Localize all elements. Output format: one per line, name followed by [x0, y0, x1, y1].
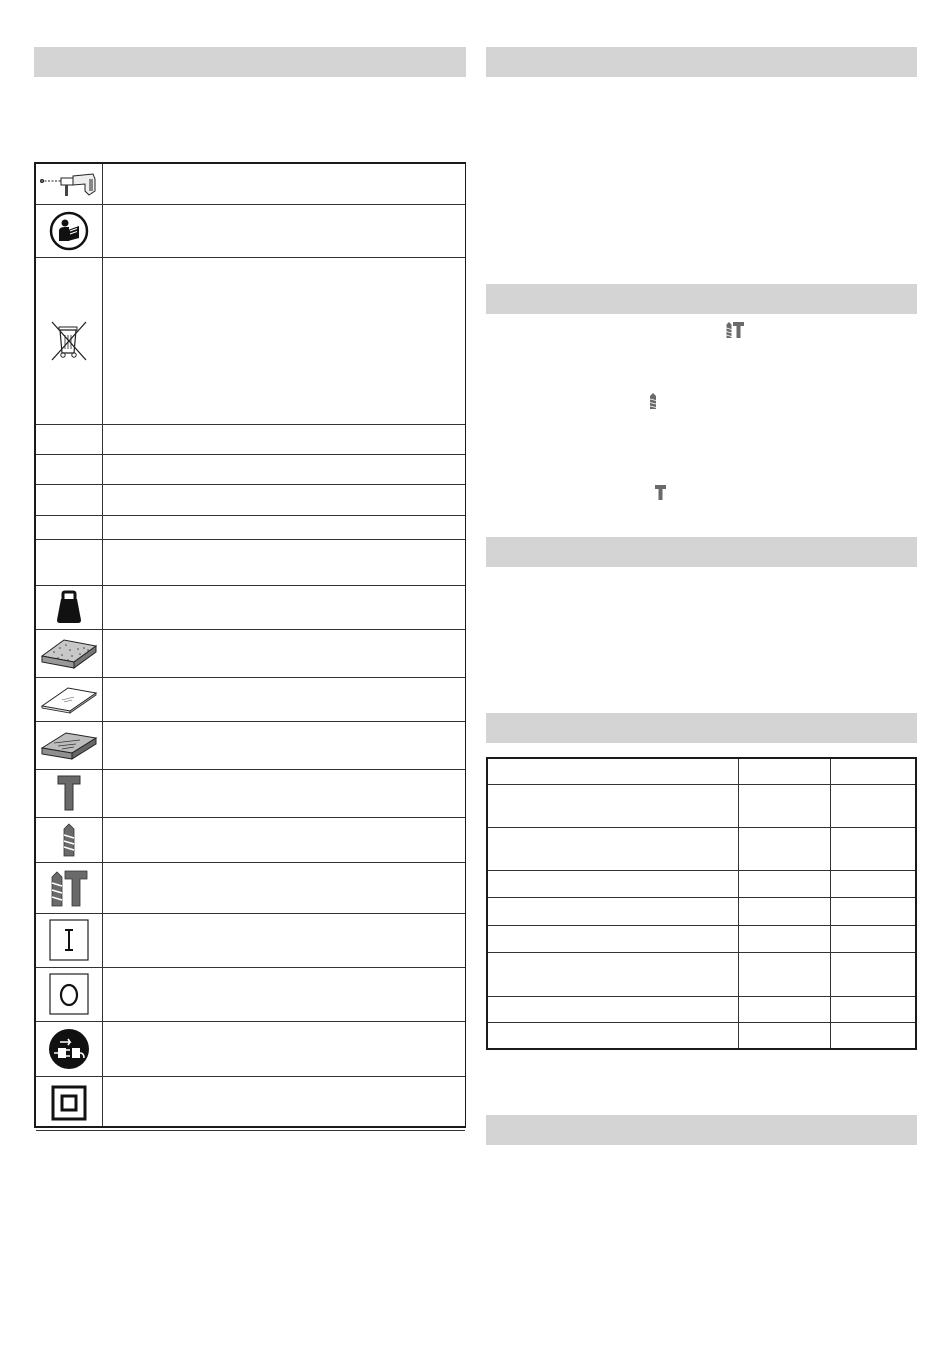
class-ii-double-insulation-icon: [36, 1076, 102, 1130]
table-row: [488, 827, 915, 871]
symbol-desc: [110, 913, 459, 967]
wood-board-icon: [36, 677, 102, 721]
right-section-header-3: [486, 537, 917, 567]
symbol-row: [36, 204, 465, 258]
switch-on-icon: [36, 913, 102, 967]
symbol-row: [36, 629, 465, 678]
table-row: [488, 1022, 915, 1048]
symbol-desc: [110, 484, 459, 515]
symbol-desc: [110, 967, 459, 1021]
drill-mode-icon: [36, 817, 102, 862]
table-row: [488, 759, 915, 785]
symbols-table: [34, 162, 466, 1128]
symbol-row: [36, 862, 465, 914]
read-manual-icon: [36, 204, 102, 257]
table-row: [488, 897, 915, 926]
symbol-desc: [110, 204, 459, 257]
crossed-bin-icon: [36, 257, 102, 424]
symbol-desc: [110, 677, 459, 721]
symbol-row: [36, 257, 465, 425]
symbol-row: [36, 539, 465, 586]
left-section-header: [34, 47, 466, 77]
weight-icon: [36, 585, 102, 629]
hammer-drill-mode-icon: [725, 321, 745, 339]
table-divider: [830, 759, 831, 1048]
symbol-desc: [110, 515, 459, 539]
chisel-mode-icon: [36, 769, 102, 817]
symbol-row: [36, 677, 465, 722]
symbol-row: [36, 1076, 465, 1131]
symbol-desc: [110, 257, 459, 424]
symbol-desc: [110, 817, 459, 862]
right-section-header-4: [486, 713, 917, 743]
right-section-header-text: [486, 537, 917, 549]
symbol-row: [36, 769, 465, 818]
masonry-brick-icon: [36, 721, 102, 769]
technical-data-table: [486, 757, 917, 1050]
symbol-desc: [110, 424, 459, 454]
symbol-row: [36, 1021, 465, 1077]
table-row: [488, 925, 915, 953]
symbol-desc: [110, 164, 459, 204]
symbol-row: [36, 484, 465, 516]
right-section-header-text: [486, 284, 917, 296]
symbol-desc: [110, 1076, 459, 1130]
symbol-desc: [110, 1021, 459, 1076]
symbol-row: [36, 515, 465, 540]
hammer-drill-mode-icon: [36, 862, 102, 913]
symbol-desc: [110, 629, 459, 677]
right-section-header-text: [486, 47, 917, 59]
chisel-mode-icon: [654, 484, 667, 501]
symbol-row: [36, 913, 465, 968]
right-section-header-1: [486, 47, 917, 77]
right-section-header-2: [486, 284, 917, 314]
switch-off-icon: [36, 967, 102, 1021]
unplug-before-service-icon: [36, 1021, 102, 1076]
symbol-row: [36, 164, 465, 205]
table-row: [488, 870, 915, 898]
symbol-desc: [110, 721, 459, 769]
table-divider: [738, 759, 739, 1048]
symbol-desc: [110, 585, 459, 629]
symbol-desc: [110, 769, 459, 817]
symbol-row: [36, 721, 465, 770]
right-section-header-text: [486, 713, 917, 725]
right-section-header-5: [486, 1115, 917, 1145]
symbols-table-divider: [102, 164, 103, 1126]
symbol-desc: [110, 454, 459, 484]
symbol-row: [36, 424, 465, 455]
symbol-row: [36, 817, 465, 863]
symbol-desc: [110, 539, 459, 585]
table-row: [488, 952, 915, 997]
symbol-row: [36, 967, 465, 1022]
left-section-header-text: [34, 47, 466, 59]
right-section-header-text: [486, 1115, 917, 1127]
drill-mode-icon: [649, 392, 657, 410]
symbol-row: [36, 585, 465, 630]
symbol-row: [36, 454, 465, 485]
table-row: [488, 784, 915, 828]
table-row: [488, 996, 915, 1023]
rotary-hammer-icon: [36, 164, 102, 204]
symbol-desc: [110, 862, 459, 913]
concrete-block-icon: [36, 629, 102, 677]
